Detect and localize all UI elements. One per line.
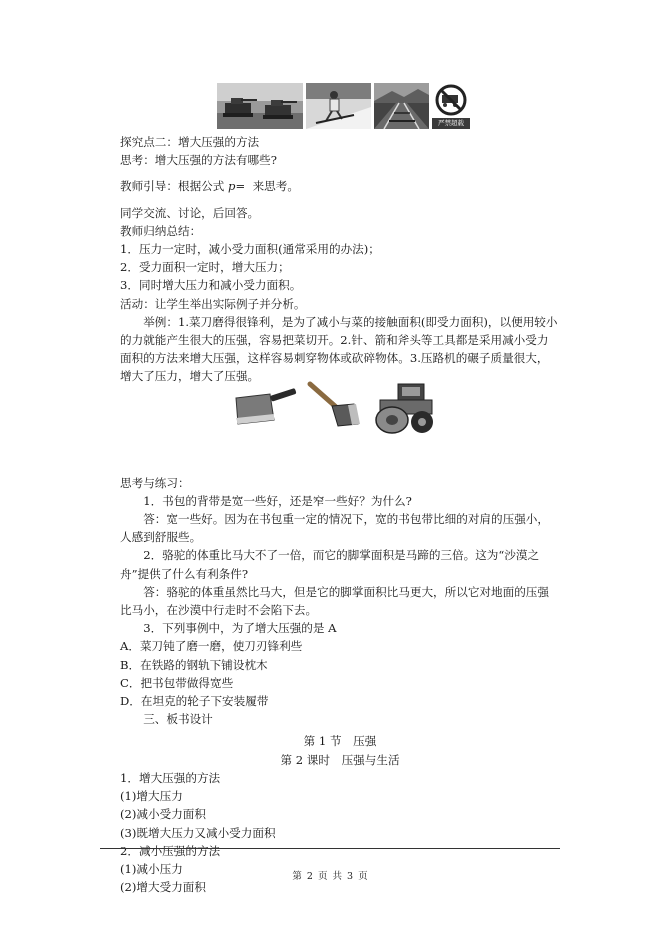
road-roller-icon	[376, 384, 433, 433]
lesson-content	[120, 133, 560, 896]
practice-title: 思考与练习：	[120, 475, 190, 490]
option-b: B．在铁路的钢轨下铺设枕木	[120, 657, 268, 672]
no-overload-sign	[432, 83, 470, 129]
board-item: 2．减小压强的方法	[120, 843, 221, 858]
summary-item-1: 1．压力一定时，减小受力面积(通常采用的办法)；	[120, 242, 380, 257]
answer-2: 答：骆驼的体重虽然比马大，但是它的脚掌面积比马更大，所以它对地面的压强比马小，在沙漠中行走时不会陷下去。	[120, 584, 549, 618]
axe-icon	[310, 384, 360, 426]
board-heading-1: 第 1 节 压强	[303, 734, 377, 749]
tanks-photo	[217, 83, 303, 129]
question-2: 2．骆驼的体重比马大不了一倍，而它的脚掌面积是马蹄的三倍。这为“沙漠之舟”提供了什么有利条件?	[120, 548, 540, 581]
no-overload-caption: 严禁超载	[438, 119, 464, 127]
section-title: 探究点二：增大压强的方法	[120, 135, 260, 149]
board-item: (1)增大压力	[120, 789, 183, 804]
discussion: 同学交流、讨论，后回答。	[120, 205, 260, 220]
summary-item-3: 3．同时增大压力和减小受力面积。	[120, 278, 302, 293]
tools-svg	[230, 380, 440, 435]
guide-prefix: 教师引导：根据公式	[120, 179, 225, 194]
activity: 活动：让学生举出实际例子并分析。	[120, 296, 306, 311]
answer-1: 答：宽一些好。因为在书包重一定的情况下，宽的书包带比细的对肩的压强小，人感到舒服些。	[120, 512, 549, 545]
board-item: (2)增大受力面积	[120, 880, 206, 895]
option-c: C．把书包带做得宽些	[120, 675, 234, 690]
question-3: 3．下列事例中，为了增大压强的是 A	[143, 621, 337, 636]
board-design-title: 三、板书设计	[143, 712, 213, 727]
footer-rule	[100, 848, 560, 849]
board-item: (2)减小受力面积	[120, 807, 206, 822]
question-1: 1．书包的背带是宽一些好，还是窄一些好？为什么?	[143, 493, 412, 508]
formula-equals: =	[235, 179, 246, 194]
page-footer: 第 2 页 共 3 页	[292, 871, 369, 882]
option-d: D．在坦克的轮子下安装履带	[120, 694, 269, 709]
board-item: (1)减小压力	[120, 861, 183, 876]
think-question: 思考：增大压强的方法有哪些?	[120, 153, 277, 168]
board-item: (3)既增大压力又减小受力面积	[120, 825, 276, 840]
summary-title: 教师归纳总结：	[120, 223, 202, 238]
example-paragraph: 举例：1.菜刀磨得很锋利，是为了减小与菜的接触面积(即受力面积)，以便用较小的力就能产生很大的压强，容易把菜切开。2.针、箭和斧头等工具都是采用减小受力面积的方法来增大压强，这样容易刺穿物体或砍碎物体。3.压路机的碾子质量很大，增大了压力，增大了压强。	[120, 314, 558, 384]
guide-suffix: 来思考。	[252, 179, 299, 194]
tools-illustration	[230, 380, 440, 435]
summary-item-2: 2．受力面积一定时，增大压力；	[120, 260, 290, 275]
photo-strip	[217, 83, 470, 129]
teacher-guide	[120, 177, 560, 195]
railway-photo	[374, 83, 429, 129]
cleaver-icon	[236, 388, 297, 424]
board-item: 1．增大压强的方法	[120, 770, 221, 785]
skier-photo	[306, 83, 371, 129]
formula-p: p	[228, 179, 236, 194]
board-heading-2: 第 2 课时 压强与生活	[280, 752, 400, 767]
option-a: A．菜刀钝了磨一磨，使刀刃锋利些	[120, 639, 303, 654]
